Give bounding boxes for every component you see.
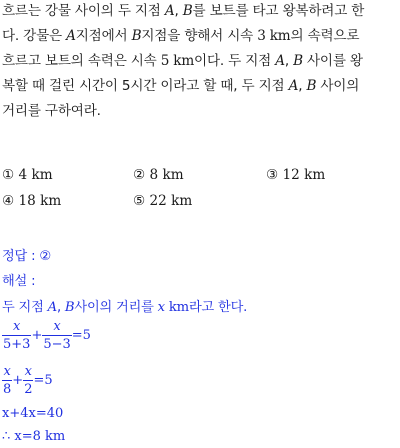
choice-3[interactable]: ③ 12 km (266, 167, 326, 183)
fraction: $\frac{x}{5-3}$ (43, 319, 71, 352)
fraction-bar (42, 335, 71, 336)
problem-line-1: 흐르는 강물 사이의 두 지점 A, B를 보트를 타고 왕복하려고 한 (2, 3, 365, 19)
fraction: $\frac{x}{2}$ (24, 364, 33, 397)
fraction-bar (2, 335, 31, 336)
problem-line-4: 복할 때 걸린 시간이 5시간 이라고 할 때, 두 지점 A, B 사이의 (2, 78, 360, 94)
fraction: $\frac{x}{8}$ (3, 364, 12, 397)
fraction-bar (2, 380, 12, 381)
choice-5[interactable]: ⑤ 22 km (133, 193, 193, 209)
equation-2: $\frac{x}{8}$ + $\frac{x}{2}$ =5 (3, 364, 53, 397)
choice-2[interactable]: ② 8 km (133, 167, 184, 183)
problem-line-5: 거리를 구하여라. (2, 103, 101, 119)
equation-1: $\frac{x}{5+3}$ + $\frac{x}{5-3}$ =5 (3, 319, 91, 352)
explanation-label: 해설 : (2, 274, 36, 289)
answer-line: 정답 : ② (2, 249, 51, 264)
equation-4: ∴ x=8 km (2, 429, 66, 444)
choice-1[interactable]: ① 4 km (2, 167, 53, 183)
fraction: $\frac{x}{5+3}$ (3, 319, 31, 352)
choice-4[interactable]: ④ 18 km (2, 193, 62, 209)
equation-3: x+4x=40 (2, 406, 64, 421)
fraction-bar (23, 380, 33, 381)
problem-line-3: 흐르고 보트의 속력은 시속 5 km이다. 두 지점 A, B 사이를 왕 (2, 53, 363, 69)
explanation-intro: 두 지점 A, B사이의 거리를 x km라고 한다. (2, 300, 248, 315)
problem-line-2: 다. 강물은 A지점에서 B지점을 향해서 시속 3 km의 속력으로 (2, 28, 360, 44)
